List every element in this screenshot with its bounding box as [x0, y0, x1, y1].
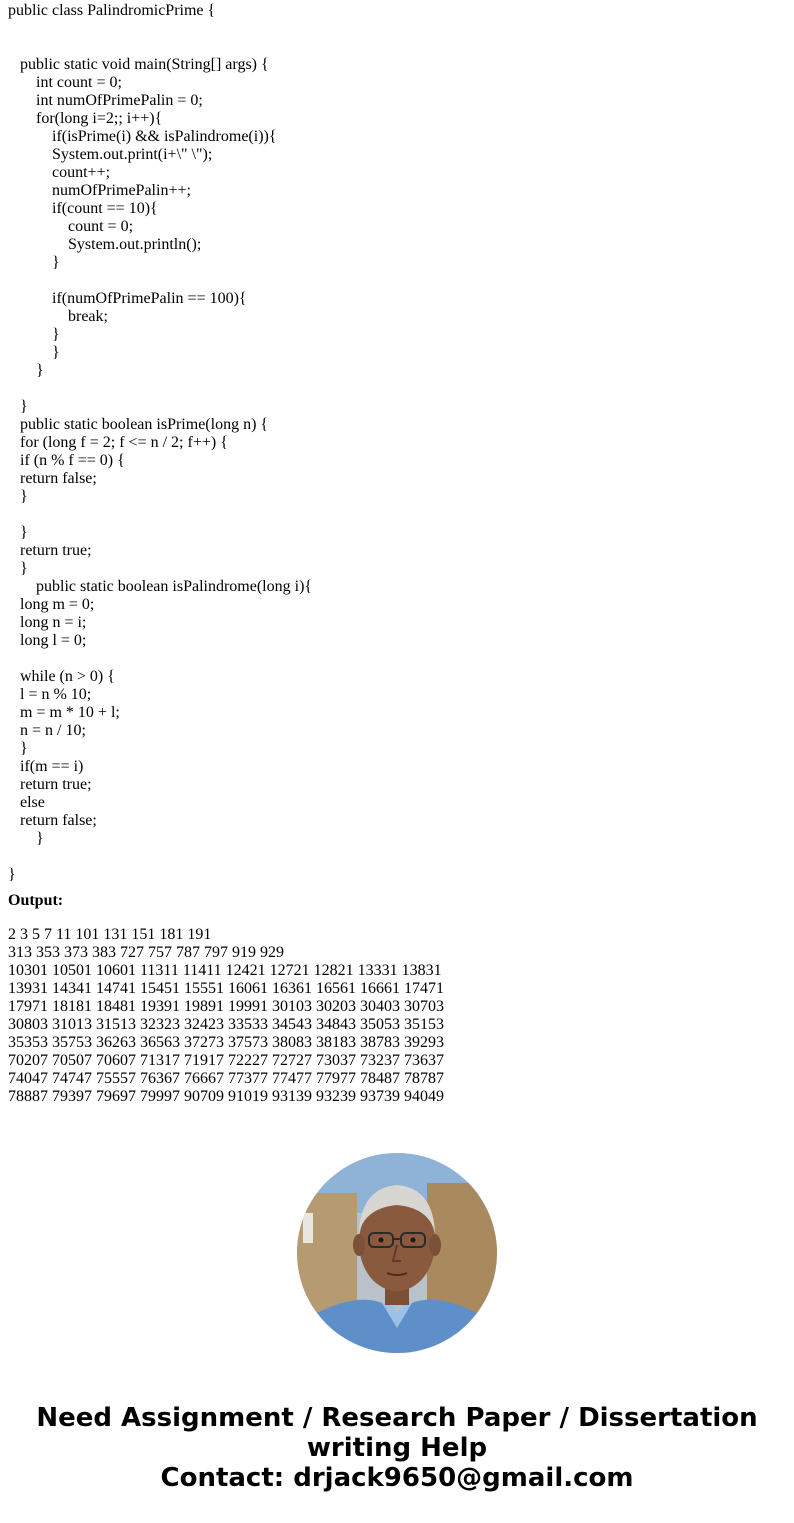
- code-line: if(numOfPrimePalin == 100){: [8, 290, 247, 307]
- output-heading: Output:: [8, 892, 64, 909]
- code-line: else: [8, 794, 45, 811]
- code-line: [8, 272, 312, 290]
- promo-line-1: Need Assignment / Research Paper / Dissertation: [36, 1403, 758, 1433]
- code-line: }: [8, 524, 28, 541]
- author-photo: [297, 1153, 497, 1353]
- code-line: n = n / 10;: [8, 722, 86, 739]
- code-line: numOfPrimePalin++;: [8, 182, 191, 199]
- output-line: 2 3 5 7 11 101 131 151 181 191: [8, 926, 212, 943]
- code-line: System.out.print(i+\" \");: [8, 146, 213, 163]
- code-line: public class PalindromicPrime {: [8, 2, 216, 19]
- code-line: int count = 0;: [8, 74, 122, 91]
- code-line: }: [8, 866, 16, 883]
- code-line: }: [8, 344, 60, 361]
- output-line: 70207 70507 70607 71317 71917 72227 72727 73037 73237 73637: [8, 1052, 444, 1069]
- code-line: [8, 650, 312, 668]
- output-listing: [8, 926, 444, 1106]
- code-line: public static void main(String[] args) {: [8, 56, 269, 73]
- code-line: public static boolean isPalindrome(long i){: [8, 578, 313, 595]
- code-line: }: [8, 398, 28, 415]
- code-line: [8, 20, 312, 38]
- code-line: return false;: [8, 812, 97, 829]
- code-line: long n = i;: [8, 614, 87, 631]
- output-line: 30803 31013 31513 32323 32423 33533 34543 34843 35053 35153: [8, 1016, 444, 1033]
- code-line: if(count == 10){: [8, 200, 158, 217]
- code-line: [8, 506, 312, 524]
- code-line: if(m == i): [8, 758, 84, 775]
- code-line: for(long i=2;; i++){: [8, 110, 163, 127]
- code-line: while (n > 0) {: [8, 668, 115, 685]
- code-line: if(isPrime(i) && isPalindrome(i)){: [8, 128, 277, 145]
- author-photo-image: [297, 1153, 497, 1353]
- promo-line-3: Contact: drjack9650@gmail.com: [160, 1463, 634, 1493]
- code-line: count++;: [8, 164, 111, 181]
- code-line: }: [8, 830, 44, 847]
- output-line: 78887 79397 79697 79997 90709 91019 93139 93239 93739 94049: [8, 1088, 444, 1105]
- code-line: l = n % 10;: [8, 686, 92, 703]
- code-listing: [8, 2, 312, 884]
- code-line: m = m * 10 + l;: [8, 704, 120, 721]
- code-line: public static boolean isPrime(long n) {: [8, 416, 269, 433]
- code-line: break;: [8, 308, 108, 325]
- code-line: }: [8, 326, 60, 343]
- promo-line-2: writing Help: [306, 1433, 488, 1463]
- code-line: if (n % f == 0) {: [8, 452, 125, 469]
- code-line: return false;: [8, 470, 97, 487]
- code-line: return true;: [8, 542, 92, 559]
- code-line: [8, 848, 312, 866]
- output-line: 17971 18181 18481 19391 19891 19991 30103 30203 30403 30703: [8, 998, 444, 1015]
- output-line: 13931 14341 14741 15451 15551 16061 16361 16561 16661 17471: [8, 980, 444, 997]
- code-line: count = 0;: [8, 218, 134, 235]
- code-line: long l = 0;: [8, 632, 87, 649]
- code-line: long m = 0;: [8, 596, 95, 613]
- output-line: 35353 35753 36263 36563 37273 37573 38083 38183 38783 39293: [8, 1034, 444, 1051]
- code-line: int numOfPrimePalin = 0;: [8, 92, 203, 109]
- output-line: 10301 10501 10601 11311 11411 12421 12721 12821 13331 13831: [8, 962, 442, 979]
- code-line: }: [8, 560, 28, 577]
- code-line: }: [8, 362, 44, 379]
- code-line: }: [8, 740, 28, 757]
- output-line: 74047 74747 75557 76367 76667 77377 77477 77977 78487 78787: [8, 1070, 444, 1087]
- code-line: System.out.println();: [8, 236, 202, 253]
- code-line: return true;: [8, 776, 92, 793]
- output-line: 313 353 373 383 727 757 787 797 919 929: [8, 944, 284, 961]
- promo-banner: [0, 1403, 794, 1493]
- code-line: }: [8, 254, 60, 271]
- code-line: [8, 38, 312, 56]
- code-line: }: [8, 488, 28, 505]
- code-line: for (long f = 2; f <= n / 2; f++) {: [8, 434, 228, 451]
- code-line: [8, 380, 312, 398]
